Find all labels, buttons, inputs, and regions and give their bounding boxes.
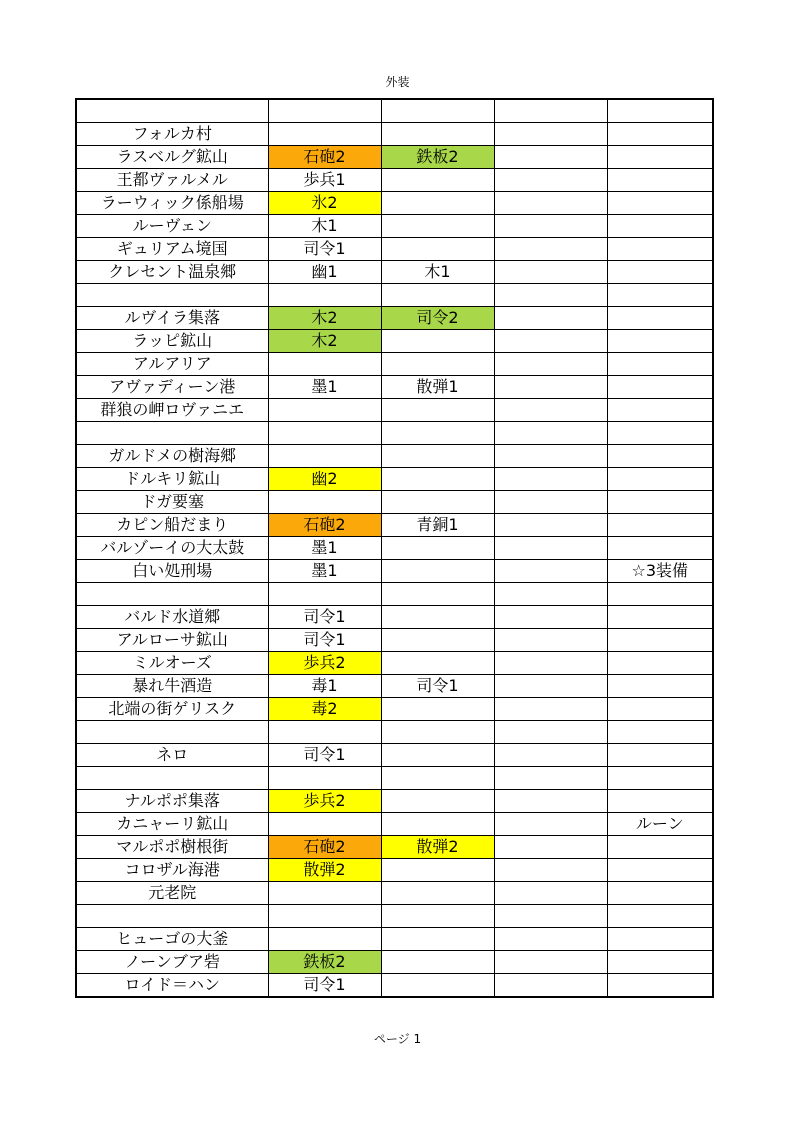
location-cell (76, 583, 268, 606)
item-cell-1: 木2 (268, 330, 381, 353)
note-cell (607, 583, 713, 606)
item-cell-1 (268, 284, 381, 307)
item-cell-2: 散弾2 (381, 836, 494, 859)
item-cell-2 (381, 192, 494, 215)
note-cell (607, 629, 713, 652)
location-cell: ドガ要塞 (76, 491, 268, 514)
table-row (76, 606, 713, 629)
table-row (76, 859, 713, 882)
note-cell (607, 537, 713, 560)
item-cell-1 (268, 813, 381, 836)
location-cell: バルド水道郷 (76, 606, 268, 629)
location-cell (76, 767, 268, 790)
item-cell-1: 司令1 (268, 629, 381, 652)
note-cell (607, 330, 713, 353)
item-cell-1 (268, 928, 381, 951)
item-cell-3 (494, 698, 607, 721)
table-row (76, 445, 713, 468)
item-cell-1: 毒2 (268, 698, 381, 721)
note-cell: ☆3装備 (607, 560, 713, 583)
item-cell-3 (494, 583, 607, 606)
table-row (76, 560, 713, 583)
item-cell-3 (494, 307, 607, 330)
table-body (76, 99, 713, 997)
location-cell: 北端の街ゲリスク (76, 698, 268, 721)
item-cell-3 (494, 767, 607, 790)
item-cell-3 (494, 238, 607, 261)
item-cell-3 (494, 928, 607, 951)
location-cell: ノーンブア砦 (76, 951, 268, 974)
table-row (76, 514, 713, 537)
note-cell (607, 882, 713, 905)
location-cell (76, 422, 268, 445)
table-row (76, 928, 713, 951)
item-cell-1: 石砲2 (268, 514, 381, 537)
location-cell: 元老院 (76, 882, 268, 905)
item-cell-1: 幽2 (268, 468, 381, 491)
item-cell-1 (268, 123, 381, 146)
item-cell-2 (381, 790, 494, 813)
item-cell-3 (494, 951, 607, 974)
location-cell: ミルオーズ (76, 652, 268, 675)
location-cell: ガルドメの樹海郷 (76, 445, 268, 468)
table-row (76, 146, 713, 169)
note-cell (607, 744, 713, 767)
table-row (76, 675, 713, 698)
item-cell-1 (268, 767, 381, 790)
location-cell: 暴れ牛酒造 (76, 675, 268, 698)
equipment-table (75, 98, 714, 998)
note-cell (607, 905, 713, 928)
note-cell (607, 307, 713, 330)
location-cell (76, 284, 268, 307)
item-cell-1 (268, 721, 381, 744)
note-cell (607, 721, 713, 744)
note-cell (607, 928, 713, 951)
note-cell (607, 99, 713, 123)
item-cell-2 (381, 859, 494, 882)
note-cell (607, 399, 713, 422)
item-cell-3 (494, 192, 607, 215)
table-row (76, 284, 713, 307)
item-cell-3 (494, 445, 607, 468)
item-cell-3 (494, 215, 607, 238)
table-row (76, 721, 713, 744)
item-cell-3 (494, 813, 607, 836)
note-cell (607, 376, 713, 399)
item-cell-3 (494, 560, 607, 583)
item-cell-2 (381, 330, 494, 353)
item-cell-3 (494, 790, 607, 813)
item-cell-1: 歩兵2 (268, 652, 381, 675)
table-row (76, 123, 713, 146)
location-cell: ルヴイラ集落 (76, 307, 268, 330)
note-cell (607, 261, 713, 284)
table-row (76, 307, 713, 330)
location-cell: クレセント温泉郷 (76, 261, 268, 284)
item-cell-2 (381, 399, 494, 422)
item-cell-3 (494, 99, 607, 123)
item-cell-1: 石砲2 (268, 836, 381, 859)
item-cell-1: 司令1 (268, 606, 381, 629)
item-cell-3 (494, 169, 607, 192)
item-cell-3 (494, 399, 607, 422)
item-cell-3 (494, 468, 607, 491)
table-row (76, 813, 713, 836)
note-cell (607, 767, 713, 790)
item-cell-3 (494, 675, 607, 698)
note-cell (607, 468, 713, 491)
table-row (76, 169, 713, 192)
table-row (76, 836, 713, 859)
location-cell: ギュリアム境国 (76, 238, 268, 261)
note-cell (607, 422, 713, 445)
item-cell-1: 毒1 (268, 675, 381, 698)
table-row (76, 974, 713, 998)
item-cell-2 (381, 422, 494, 445)
table-row (76, 905, 713, 928)
item-cell-3 (494, 123, 607, 146)
item-cell-2 (381, 169, 494, 192)
location-cell: ロイド＝ハン (76, 974, 268, 998)
table-row (76, 261, 713, 284)
location-cell: ラスベルグ鉱山 (76, 146, 268, 169)
item-cell-1 (268, 491, 381, 514)
note-cell (607, 169, 713, 192)
item-cell-1 (268, 882, 381, 905)
location-cell: カニャーリ鉱山 (76, 813, 268, 836)
note-cell (607, 491, 713, 514)
item-cell-1: 鉄板2 (268, 951, 381, 974)
item-cell-3 (494, 721, 607, 744)
table-row (76, 698, 713, 721)
table-row (76, 399, 713, 422)
table-row (76, 767, 713, 790)
page-header: 外装 (385, 75, 410, 89)
table-row (76, 99, 713, 123)
item-cell-2 (381, 99, 494, 123)
item-cell-1: 幽1 (268, 261, 381, 284)
note-cell (607, 146, 713, 169)
location-cell: 白い処刑場 (76, 560, 268, 583)
location-cell: ルーヴェン (76, 215, 268, 238)
item-cell-1: 散弾2 (268, 859, 381, 882)
item-cell-2: 青銅1 (381, 514, 494, 537)
location-cell: ラーウィック係船場 (76, 192, 268, 215)
table-row (76, 537, 713, 560)
item-cell-2 (381, 652, 494, 675)
location-cell: フォルカ村 (76, 123, 268, 146)
item-cell-1 (268, 905, 381, 928)
table-row (76, 652, 713, 675)
table-row (76, 744, 713, 767)
item-cell-2 (381, 951, 494, 974)
item-cell-3 (494, 836, 607, 859)
item-cell-3 (494, 330, 607, 353)
note-cell (607, 675, 713, 698)
note-cell (607, 192, 713, 215)
item-cell-3 (494, 261, 607, 284)
note-cell (607, 790, 713, 813)
item-cell-3 (494, 974, 607, 998)
item-cell-2 (381, 123, 494, 146)
item-cell-3 (494, 859, 607, 882)
table-row (76, 629, 713, 652)
location-cell: マルポポ樹根街 (76, 836, 268, 859)
item-cell-3 (494, 422, 607, 445)
item-cell-2: 鉄板2 (381, 146, 494, 169)
item-cell-1: 氷2 (268, 192, 381, 215)
note-cell (607, 698, 713, 721)
item-cell-3 (494, 606, 607, 629)
item-cell-2: 司令1 (381, 675, 494, 698)
item-cell-1: 司令1 (268, 974, 381, 998)
item-cell-2: 木1 (381, 261, 494, 284)
item-cell-3 (494, 744, 607, 767)
table-row (76, 468, 713, 491)
item-cell-3 (494, 629, 607, 652)
location-cell: 群狼の岬ロヴァニエ (76, 399, 268, 422)
item-cell-1: 墨1 (268, 537, 381, 560)
location-cell (76, 721, 268, 744)
item-cell-2 (381, 215, 494, 238)
location-cell: アヴァディーン港 (76, 376, 268, 399)
table-row (76, 376, 713, 399)
table-row (76, 422, 713, 445)
location-cell: バルゾーイの大太鼓 (76, 537, 268, 560)
item-cell-2 (381, 974, 494, 998)
item-cell-3 (494, 284, 607, 307)
location-cell: アルアリア (76, 353, 268, 376)
page-footer: ページ 1 (373, 1032, 422, 1046)
item-cell-2: 司令2 (381, 307, 494, 330)
location-cell: カピン船だまり (76, 514, 268, 537)
item-cell-1: 司令1 (268, 744, 381, 767)
table-row (76, 330, 713, 353)
item-cell-2 (381, 905, 494, 928)
note-cell (607, 514, 713, 537)
item-cell-3 (494, 537, 607, 560)
item-cell-3 (494, 376, 607, 399)
item-cell-2 (381, 445, 494, 468)
item-cell-3 (494, 514, 607, 537)
item-cell-2 (381, 721, 494, 744)
item-cell-1: 石砲2 (268, 146, 381, 169)
item-cell-2 (381, 767, 494, 790)
table-row (76, 238, 713, 261)
note-cell (607, 284, 713, 307)
table-row (76, 192, 713, 215)
item-cell-2 (381, 629, 494, 652)
note-cell (607, 836, 713, 859)
note-cell (607, 238, 713, 261)
item-cell-2 (381, 284, 494, 307)
location-cell: ドルキリ鉱山 (76, 468, 268, 491)
item-cell-1 (268, 583, 381, 606)
item-cell-1 (268, 399, 381, 422)
location-cell: アルローサ鉱山 (76, 629, 268, 652)
item-cell-1 (268, 99, 381, 123)
item-cell-3 (494, 146, 607, 169)
item-cell-3 (494, 491, 607, 514)
item-cell-3 (494, 882, 607, 905)
item-cell-1: 司令1 (268, 238, 381, 261)
item-cell-2: 散弾1 (381, 376, 494, 399)
table-row (76, 951, 713, 974)
item-cell-2 (381, 537, 494, 560)
item-cell-2 (381, 238, 494, 261)
note-cell (607, 445, 713, 468)
table-row (76, 583, 713, 606)
location-cell: ナルポポ集落 (76, 790, 268, 813)
item-cell-1: 墨1 (268, 560, 381, 583)
item-cell-2 (381, 928, 494, 951)
table-row (76, 790, 713, 813)
item-cell-3 (494, 652, 607, 675)
location-cell: ヒューゴの大釜 (76, 928, 268, 951)
location-cell: 王都ヴァルメル (76, 169, 268, 192)
item-cell-2 (381, 606, 494, 629)
item-cell-1 (268, 422, 381, 445)
table-row (76, 215, 713, 238)
note-cell (607, 974, 713, 998)
item-cell-2 (381, 744, 494, 767)
item-cell-1: 木1 (268, 215, 381, 238)
item-cell-2 (381, 583, 494, 606)
item-cell-2 (381, 353, 494, 376)
item-cell-2 (381, 813, 494, 836)
table-row (76, 882, 713, 905)
item-cell-1: 木2 (268, 307, 381, 330)
item-cell-2 (381, 882, 494, 905)
note-cell: ルーン (607, 813, 713, 836)
location-cell: ラッピ鉱山 (76, 330, 268, 353)
table-row (76, 353, 713, 376)
note-cell (607, 652, 713, 675)
table-row (76, 491, 713, 514)
note-cell (607, 951, 713, 974)
item-cell-1 (268, 445, 381, 468)
item-cell-1: 墨1 (268, 376, 381, 399)
note-cell (607, 353, 713, 376)
item-cell-1: 歩兵1 (268, 169, 381, 192)
note-cell (607, 215, 713, 238)
item-cell-3 (494, 353, 607, 376)
item-cell-1 (268, 353, 381, 376)
item-cell-2 (381, 468, 494, 491)
item-cell-2 (381, 698, 494, 721)
location-cell: ネロ (76, 744, 268, 767)
location-cell (76, 905, 268, 928)
item-cell-2 (381, 491, 494, 514)
note-cell (607, 606, 713, 629)
item-cell-2 (381, 560, 494, 583)
item-cell-3 (494, 905, 607, 928)
note-cell (607, 859, 713, 882)
location-cell (76, 99, 268, 123)
location-cell: コロザル海港 (76, 859, 268, 882)
item-cell-1: 歩兵2 (268, 790, 381, 813)
note-cell (607, 123, 713, 146)
